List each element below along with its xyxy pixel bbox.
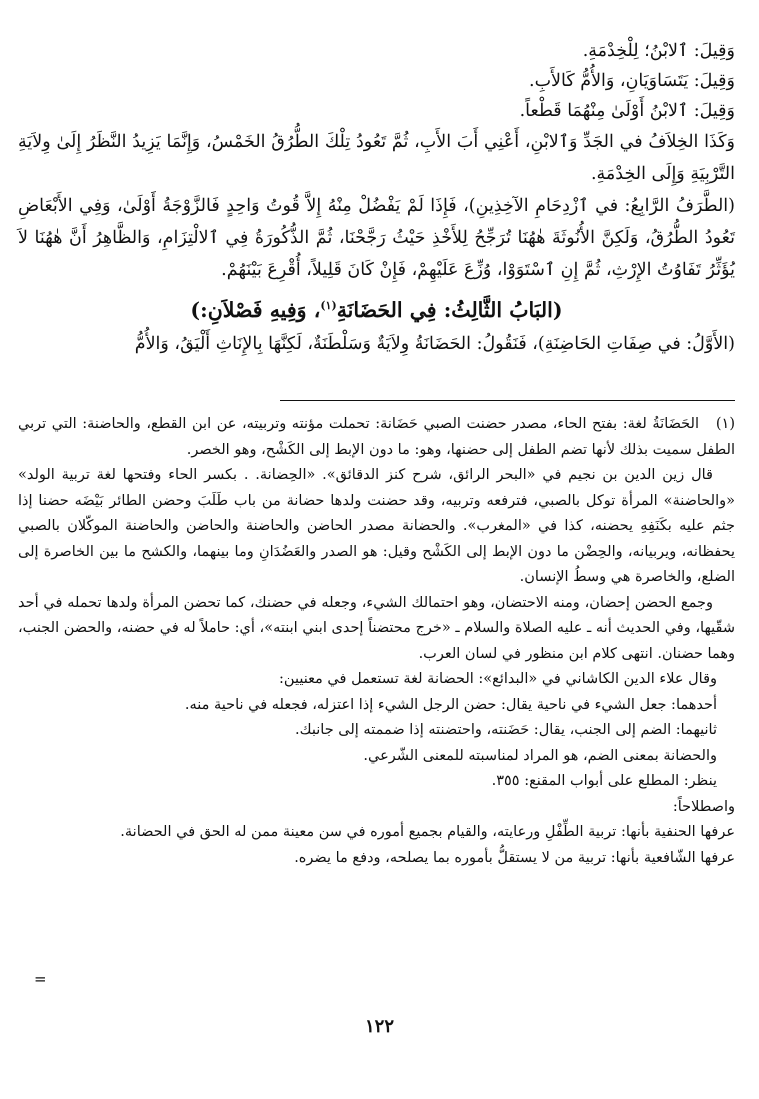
footnote-paragraph-2: قال زين الدين بن نجيم في «البحر الرائق، شرح كنز الدقائق». «الحِضانة. . بكسر الحاء وفتحها لغة تربية الولد» «والحاضنة» المرأة توكل بالصبي، فترفعه وتربيه، وقد حضنت ولدها حضانة من باب طَلَبَ وحضن الطائر بَيْضَه حضنا إذا جثم عليه بكَنَفِهِ يحضنه، كذا في «المغرب». والحضانة مصدر الحاضن والحاضنة والحاضن والحاضنة الموكّلان بالصبي يحفظانه، ويربيانه، والحِضْن ما دون الإبط إلى الكَشْح وقيل: هو الصدر والعَضُدَانِ وما بينهما، والكشح ما بين الخاصرة إلى الضلع، والخاصرة هي وسطُ الإنسان. xyxy=(18,467,735,585)
footnote-hanafi-definition: عرفها الحنفية بأنها: تربية الطِّفْلِ ورعايته، والقيام بجميع أموره في سن معينة ممن له الحق في الحضانة. xyxy=(120,824,735,840)
continuation-mark: = xyxy=(34,970,47,988)
main-line-2: وَقِيلَ: يَتَسَاوَيَانِ، وَالأُمُّ كَالأَبِ. xyxy=(529,71,735,91)
main-text xyxy=(18,36,735,360)
main-line-1: وَقِيلَ: ٱلابْنُ؛ لِلْخِدْمَةِ. xyxy=(582,41,735,61)
footnotes xyxy=(18,412,735,871)
chapter-heading-title: (البَابُ الثَّالِثُ: فِي الحَضَانَةِ xyxy=(336,297,563,322)
chapter-heading xyxy=(18,288,735,328)
footnote-reference[interactable]: (١) xyxy=(320,299,337,312)
footnote-separator xyxy=(280,400,735,401)
footnote-number: (١) xyxy=(715,416,735,432)
footnote-technical-heading: واصطلاحاً: xyxy=(672,798,735,815)
footnote-shafii-definition: عرفها الشّافعية بأنها: تربية من لا يستقلُّ بأموره بما يصلحه، ودفع ما يضره. xyxy=(294,849,735,866)
main-paragraph-grandfather: وَكَذَا الخِلاَفُ في الجَدِّ وَٱلابْنِ، أَعْنِي أَبَ الأَبِ، ثُمَّ تَعُودُ تِلْكَ الطُّرُقُ الخَمْسُ، وَإِنَّمَا يَزِيدُ النَّظَرُ إِلَىٰ وِلاَيَةِ التَّرْبِيَةِ وَإِلَى الخِدْمَةِ. xyxy=(18,132,735,184)
main-paragraph-fourth-part: (الطَّرَفُ الرَّابِعُ: في ٱزْدِحَامِ الآخِذِينِ)، فَإِذَا لَمْ يَفْضُلْ مِنْهُ إِلاَّ قُوتُ وَاحِدٍ فَالزَّوْجَةُ أَوْلَىٰ، وَفِي الأَبْعَاضِ تَعُودُ الطُّرُقُ، وَلَكِنَّ الأُنُوثَةَ هٰهُنَا تُرَجِّحُ لِلأَخْذِ حَيْثُ رَجَّحْنَا، ثُمَّ الذُّكُورَةُ فِي ٱلالْتِزَامِ، وَالظَّاهِرُ أَنَّ هٰهُنَا لاَ يُؤَثِّرُ تَفَاوُتُ الإِرْثِ، ثُمَّ إِنِ ٱسْتَوَوْا، وُزِّعَ عَلَيْهِمْ، فَإِنْ كَانَ قَلِيلاً، أُقْرِعَ بَيْنَهُمْ. xyxy=(18,196,735,280)
footnote-paragraph-1 xyxy=(18,412,735,463)
footnote-paragraph-3: وجمع الحضن إحضان، ومنه الاحتضان، وهو احتمالك الشيء، وجعله في حضنك، كما تحضن المرأة ولدها تحمله في أحد شقّيها، وفي الحديث أنه ـ عليه الصلاة والسلام ـ «خرج محتضناً إحدى ابني ابنته»، أي: حاملاً له في حضنه، والحضن الجنب، وهما حضنان. انتهى كلام ابن منظور في لسان العرب. xyxy=(18,594,735,662)
footnote-meaning-two: ثانيهما: الضم إلى الجنب، يقال: حَضَنته، واحتضنته إذا ضممته إلى جانبك. xyxy=(295,722,717,738)
main-paragraph-first-section: (الأَوَّلُ: في صِفَاتِ الحَاضِنَةِ)، فَنَقُولُ: الحَضَانَةُ وِلاَيَةٌ وَسَلْطَنَةٌ، لَكِنَّهَا بِالإِنَاثِ أَلْيَقُ، وَالأُمُّ xyxy=(134,333,735,354)
footnote-see-reference: ينظر: المطلع على أبواب المقنع: ٣٥٥. xyxy=(491,773,717,789)
main-line-3: وَقِيلَ: ٱلابْنُ أَوْلَىٰ مِنْهُمَا قَطْعاً. xyxy=(519,101,735,121)
footnote-meaning-one: أحدهما: جعل الشيء في ناحية يقال: حضن الرجل الشيء إذا اعتزله، فجعله في ناحية منه. xyxy=(184,696,717,713)
chapter-heading-rest: ، وَفِيهِ فَصْلاَنِ:) xyxy=(190,297,321,322)
footnote-meaning-note: والحضانة بمعنى الضم، هو المراد لمناسبته للمعنى الشّرعي. xyxy=(363,747,717,764)
footnote-kasani-intro: وقال علاء الدين الكاشاني في «البدائع»: الحضانة لغة تستعمل في معنيين: xyxy=(279,671,717,687)
page-number: ١٢٢ xyxy=(364,1016,394,1037)
footnote-text-1: الحَضَانَةُ لغة: بفتح الحاء، مصدر حضنت الصبي حَضَانة: تحملت مؤنته وتربيته، عن ابن القطع، والحاضنة: التي تربي الطفل سميت بذلك لأنها تضم الطفل إلى حضنها، وهو: ما دون الإبط إلى الكَشْح، وهو الخصر. xyxy=(18,416,735,458)
